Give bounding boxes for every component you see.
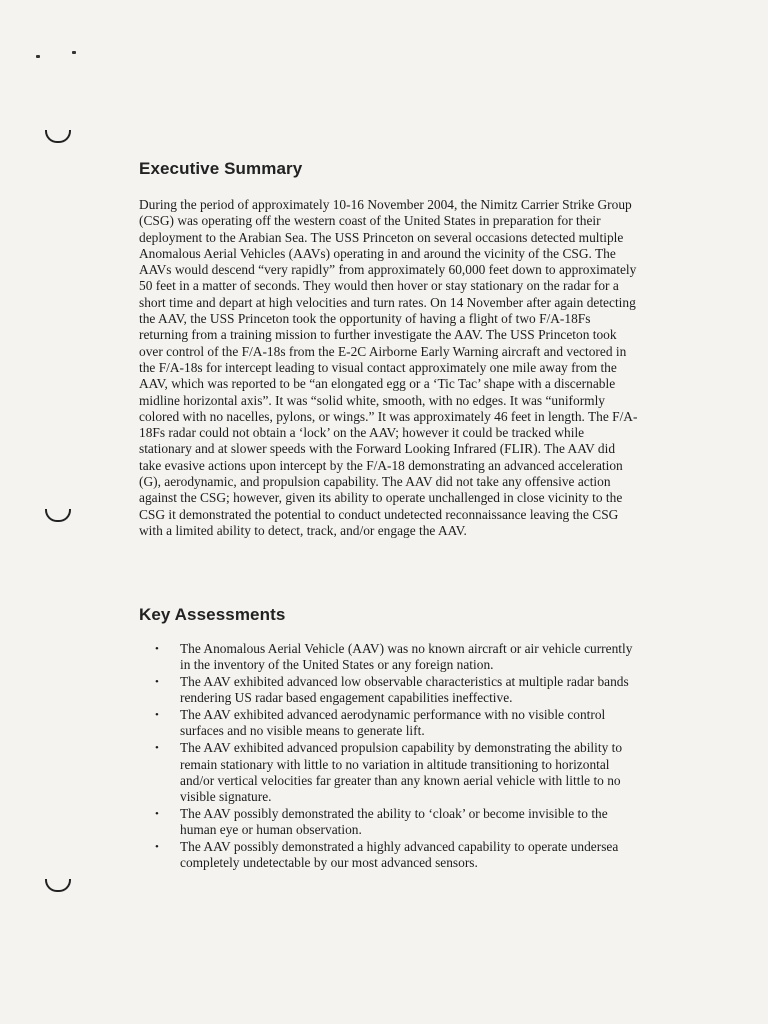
list-item-text: The AAV exhibited advanced low observable characteristics at multiple radar bands rendering US radar based engagement capabilities ineffective.: [180, 674, 629, 706]
punch-hole-mark: [45, 130, 71, 143]
executive-summary-heading: Executive Summary: [139, 159, 303, 178]
key-assessments-list: [155, 641, 635, 872]
list-item: [155, 674, 635, 707]
list-item-text: The AAV exhibited advanced propulsion capability by demonstrating the ability to remain stationary with little to no variation in altitude transitioning to horizontal and/or vertical velocities far greater than any known aerial vehicle with little to no visible signature.: [180, 740, 623, 805]
executive-summary-paragraph: During the period of approximately 10-16 November 2004, the Nimitz Carrier Strike Group (CSG) was operating off the western coast of the United States in preparation for their deployment to the Arabian Sea. The USS Princeton on several occasions detected multiple Anomalous Aerial Vehicles (AAVs) operating in and around the vicinity of the CSG. The AAVs would descend “very rapidly” from approximately 60,000 feet down to approximately 50 feet in a matter of seconds. They would then hover or stay stationary on the radar for a short time and depart at high velocities and turn rates. On 14 November after again detecting the AAV, the USS Princeton took the opportunity of having a flight of two F/A-18Fs returning from a training mission to further investigate the AAV. The USS Princeton took over control of the F/A-18s from the E-2C Airborne Early Warning aircraft and vectored in the F/A-18s for intercept leading to visual contact approximately one mile away from the AAV, which was reported to be “an elongated egg or a ‘Tic Tac’ shape with a discernable midline horizontal axis”. It was “solid white, smooth, with no edges. It was “uniformly colored with no nacelles, pylons, or wings.” It was approximately 46 feet in length. The F/A-18Fs radar could not obtain a ‘lock’ on the AAV; however it could be tracked while stationary and at slower speeds with the Forward Looking Infrared (FLIR). The AAV did take evasive actions upon intercept by the F/A-18 demonstrating an advanced acceleration (G), aerodynamic, and propulsion capability. The AAV did not take any offensive action against the CSG; however, given its ability to operate unchallenged in close vicinity to the CSG it demonstrated the potential to conduct undetected reconnaissance leaving the CSG with a limited ability to detect, track, and/or engage the AAV.: [139, 197, 638, 538]
bullet-icon: •: [155, 742, 159, 755]
bullet-icon: •: [155, 709, 159, 722]
punch-hole-mark: [45, 879, 71, 892]
list-item: [155, 806, 635, 839]
list-item: [155, 707, 635, 740]
bullet-icon: •: [155, 676, 159, 689]
key-assessments-heading: Key Assessments: [139, 605, 286, 624]
list-item-text: The AAV exhibited advanced aerodynamic performance with no visible control surfaces and no visible means to generate lift.: [180, 707, 606, 739]
list-item-text: The Anomalous Aerial Vehicle (AAV) was no known aircraft or air vehicle currently in the inventory of the United States or any foreign nation.: [180, 641, 633, 673]
bullet-icon: •: [155, 643, 159, 655]
bullet-icon: •: [155, 807, 159, 820]
scan-speck: [72, 51, 76, 54]
list-item-text: The AAV possibly demonstrated a highly advanced capability to operate undersea completely undetectable by our most advanced sensors.: [180, 839, 619, 871]
list-item: [155, 740, 635, 805]
punch-hole-mark: [45, 509, 71, 522]
bullet-icon: •: [155, 841, 159, 854]
list-item: [155, 839, 635, 872]
list-item-text: The AAV possibly demonstrated the ability to ‘cloak’ or become invisible to the human eye or human observation.: [180, 805, 608, 838]
list-item: [155, 641, 635, 674]
scan-speck: [36, 55, 40, 58]
